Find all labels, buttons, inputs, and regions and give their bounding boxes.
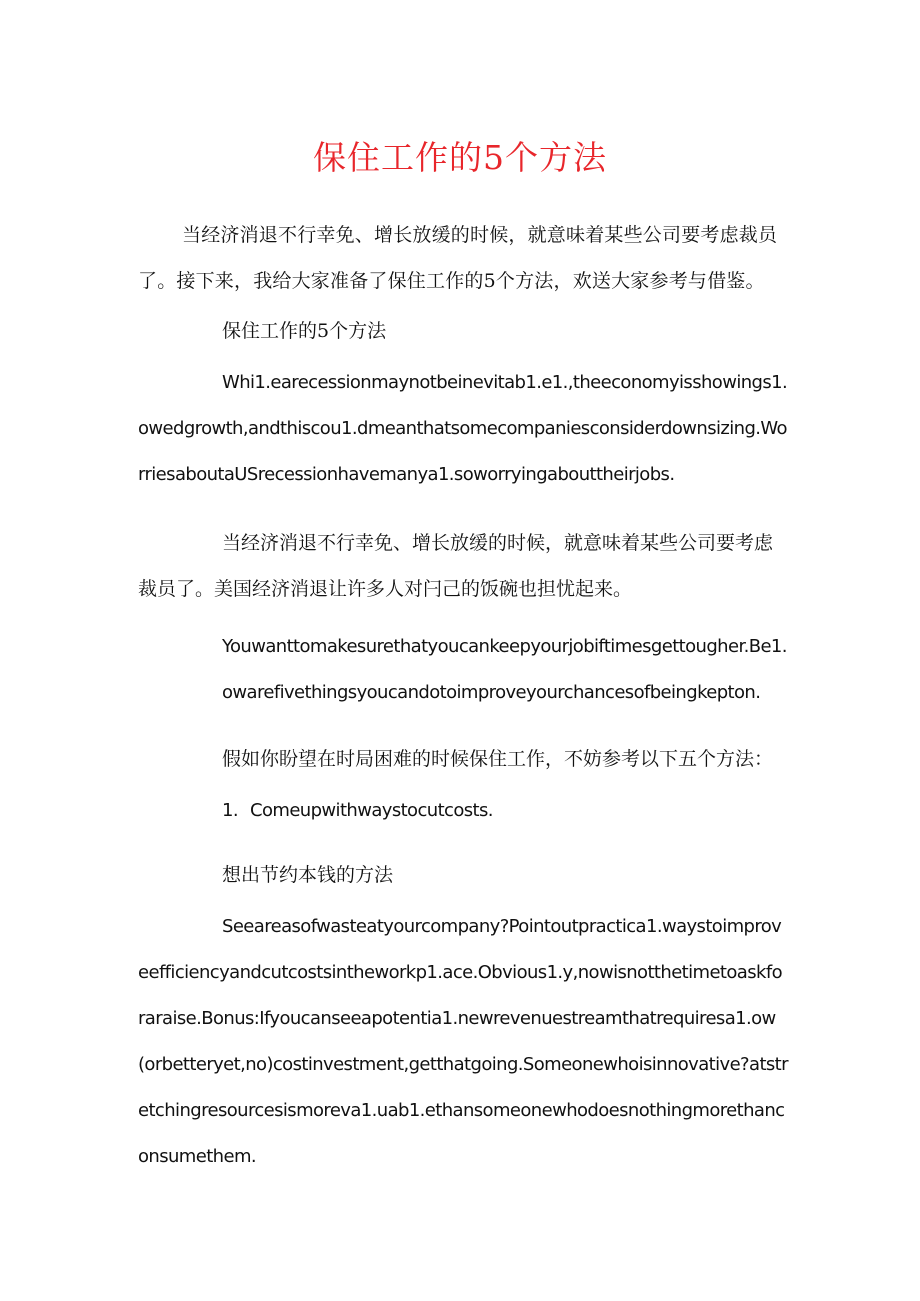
english-paragraph-1-text: Whi1.earecessionmaynotbeinevitab1.e1.,theeconomyisshowings1.owedgrowth,andthiscou1.dmeanthatsomecompaniesconsiderdownsizing.WorriesaboutaUSrecessionhavemanya1.soworryingabouttheirjobs.: [138, 372, 788, 485]
list-item-text: Comeupwithwaystocutcosts.: [250, 800, 493, 821]
chinese-paragraph-3: 假如你盼望在时局困难的时候保住工作，不妨参考以下五个方法：: [222, 748, 774, 770]
section-subtitle: 保住工作的5个方法: [222, 320, 387, 342]
english-paragraph-2: [222, 624, 792, 716]
chinese-paragraph-2-text: 当经济消退不行幸免、增长放缓的时候，就意味着某些公司要考虑裁员了。美国经济消退让许多人对闩己的饭碗也担忧起来。: [138, 532, 774, 600]
list-item-number: 1.: [222, 800, 238, 821]
english-paragraph-2-text: Youwanttomakesurethatyoucankeepyourjobiftimesgettougher.Be1.owarefivethingsyoucandotoimproveyourchancesofbeingkepton.: [222, 636, 787, 703]
english-paragraph-1: [138, 360, 788, 498]
page-title: 保住工作的5个方法: [313, 138, 607, 177]
english-paragraph-3: [138, 904, 788, 1180]
chinese-paragraph-4: 想出节约本钱的方法: [222, 864, 394, 886]
english-paragraph-3-text: Seeareasofwasteatyourcompany?Pointoutpractica1.waystoimproveefficiencyandcutcostsintheworkp1.ace.Obvious1.y,nowisnotthetimetoaskforaraise.Bonus:Ifyoucanseeapotentia1.newrevenuestreamthatrequiresa1.ow(orbetteryet,no)costinvestment,getthatgoing.Someonewhoisinnovative?atstretchingresourcesismoreva1.uab1.ethansomeonewhodoesnothingmorethanconsumethem.: [138, 916, 788, 1167]
list-item: [222, 788, 788, 834]
intro-paragraph: 当经济消退不行幸免、增长放缓的时候，就意味着某些公司要考虑裁员了。接下来，我给大家准备了保住工作的5个方法，欢送大家参考与借鉴。: [138, 224, 778, 292]
chinese-paragraph-2: [138, 520, 788, 612]
